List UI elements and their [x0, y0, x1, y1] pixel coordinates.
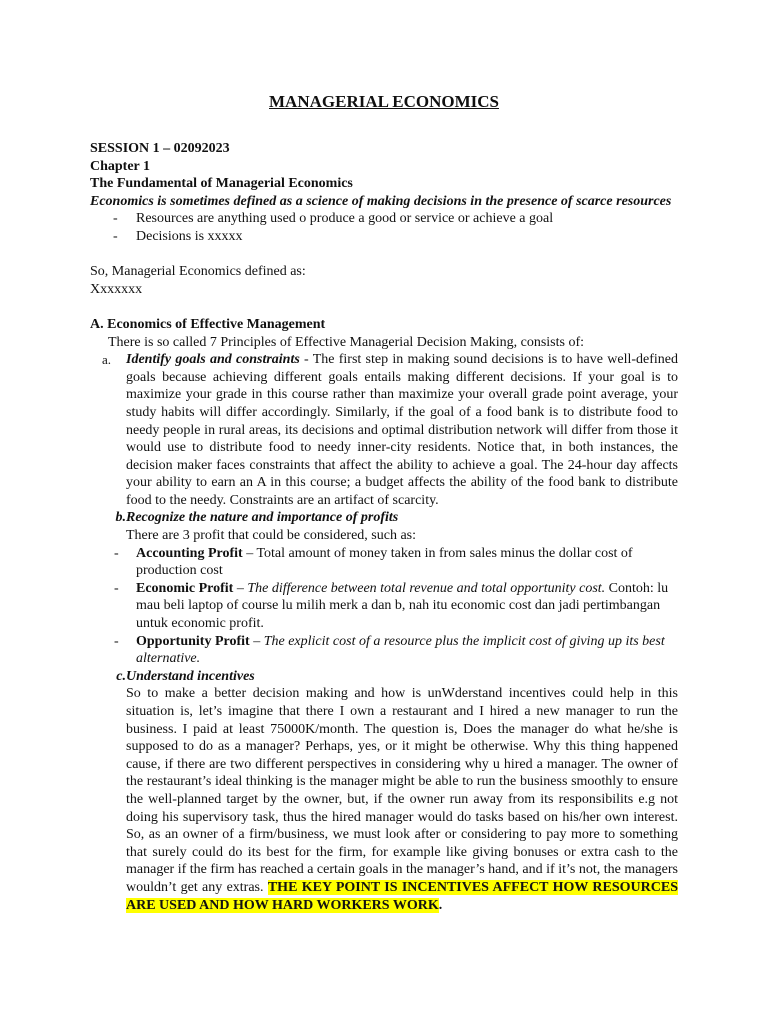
profit-desc: Total amount of money taken in from sales minus the dollar cost of production cost	[136, 545, 633, 579]
placeholder-line: Xxxxxxx	[90, 281, 143, 297]
list-item	[90, 580, 678, 633]
section-a-intro: There is so called 7 Principles of Effective Managerial Decision Making, consists of:	[108, 334, 584, 350]
item-c-text: So to make a better decision making and how is unWderstand incentives could help in this situation is, let’s imagine that there I own a restaurant and I hired a new manager to run the business. I paid at least 75000K/month. The question is, Does the manager do what he/she is supposed to do as a manager? Perhaps, yes, or it might be otherwise. Why this thing happened cause, if there are two different perspectives in considering why u hired a manager. The owner of the restaurant’s ideal thinking is the manager might be able to run the business smoothly to ensure the well-planned target by the owner, but, if the owner run away from its responsibilits e.g not doing his supervisory task, thus the hired manager would do tasks based on his/her own interest. So, as an owner of a firm/business, we must look after or considering to pay more to something that surely could do its best for the firm, for example like giving bonuses or extra cash to the manager if the firm has reached a certain goals in the manager’s hand, and if it’s not, the managers wouldn’t get any extras.	[126, 686, 678, 895]
dash-marker: -	[114, 580, 119, 596]
item-c-body	[90, 685, 678, 914]
profit-extra: Contoh: lu mau beli laptop of course lu milih merk a dan b, nah itu economic cost dan jadi pertimbangan untuk economic profit.	[136, 580, 669, 632]
item-a	[90, 351, 678, 509]
profit-sep: –	[249, 633, 264, 649]
profit-name: Accounting Profit	[136, 545, 243, 561]
dash-marker: -	[114, 633, 119, 649]
dash-marker: -	[113, 211, 118, 227]
list-item	[90, 210, 678, 228]
bullet-text: Resources are anything used o produce a good or service or achieve a goal	[136, 211, 554, 227]
list-item	[90, 633, 678, 668]
item-b-marker: b.	[115, 510, 126, 526]
item-c-label: Understand incentives	[126, 668, 255, 684]
profit-name: Economic Profit	[136, 580, 234, 596]
item-a-marker: a.	[102, 352, 112, 368]
profit-sep: –	[233, 580, 248, 596]
profit-opportunity	[136, 633, 678, 668]
profit-economic	[136, 580, 678, 633]
profit-sep: –	[242, 545, 257, 561]
chapter-title: The Fundamental of Managerial Economics	[90, 176, 353, 192]
key-point-end: .	[438, 897, 443, 913]
so-defined-line: So, Managerial Economics defined as:	[90, 264, 306, 280]
session-line: SESSION 1 – 02092023	[90, 141, 230, 156]
item-b	[90, 509, 678, 527]
item-b-intro: There are 3 profit that could be considered, such as:	[126, 528, 417, 544]
item-c-marker: c.	[116, 668, 126, 684]
chapter-line: Chapter 1	[90, 158, 151, 174]
dash-marker: -	[114, 545, 119, 561]
item-a-label: Identify goals and constraints	[126, 352, 300, 368]
profit-name: Opportunity Profit	[136, 633, 250, 649]
page-title: MANAGERIAL ECONOMICS	[269, 92, 499, 111]
bullet-text: Decisions is xxxxx	[136, 228, 243, 244]
profit-desc: The explicit cost of a resource plus the implicit cost of giving up its best alternative.	[136, 633, 665, 667]
item-a-text	[126, 351, 678, 509]
key-point-highlight: THE KEY POINT IS INCENTIVES AFFECT HOW RESOURCES ARE USED AND HOW HARD WORKERS WORK	[126, 879, 679, 913]
section-a-heading: A. Economics of Effective Management	[90, 316, 326, 332]
list-item	[90, 228, 678, 246]
item-c	[90, 668, 678, 686]
dash-marker: -	[113, 228, 118, 244]
document-page	[90, 92, 678, 914]
definition-line: Economics is sometimes defined as a science of making decisions in the presence of scarce resources	[90, 193, 672, 209]
profit-accounting	[136, 545, 678, 580]
item-a-body: - The first step in making sound decisions is to have well-defined goals because achieving different goals entails making different decisions. If your goal is to maximize your grade in this course rather than maximize your overall grade point average, your study habits will differ accordingly. Similarly, if the goal of a food bank is to distribute food to needy people in rural areas, its decisions and optimal distribution network will differ from those it would use to distribute food to needy inner-city residents. Notice that, in both instances, the decision maker faces constraints that affect the ability to achieve a goal. The 24-hour day affects your ability to earn an A in this course; a budget affects the ability of the food bank to distribute food to the needy. Constraints are an artifact of scarcity.	[126, 352, 678, 508]
list-item	[90, 545, 678, 580]
profit-desc: The difference between total revenue and total opportunity cost.	[247, 580, 606, 596]
item-b-label: Recognize the nature and importance of profits	[126, 510, 399, 526]
